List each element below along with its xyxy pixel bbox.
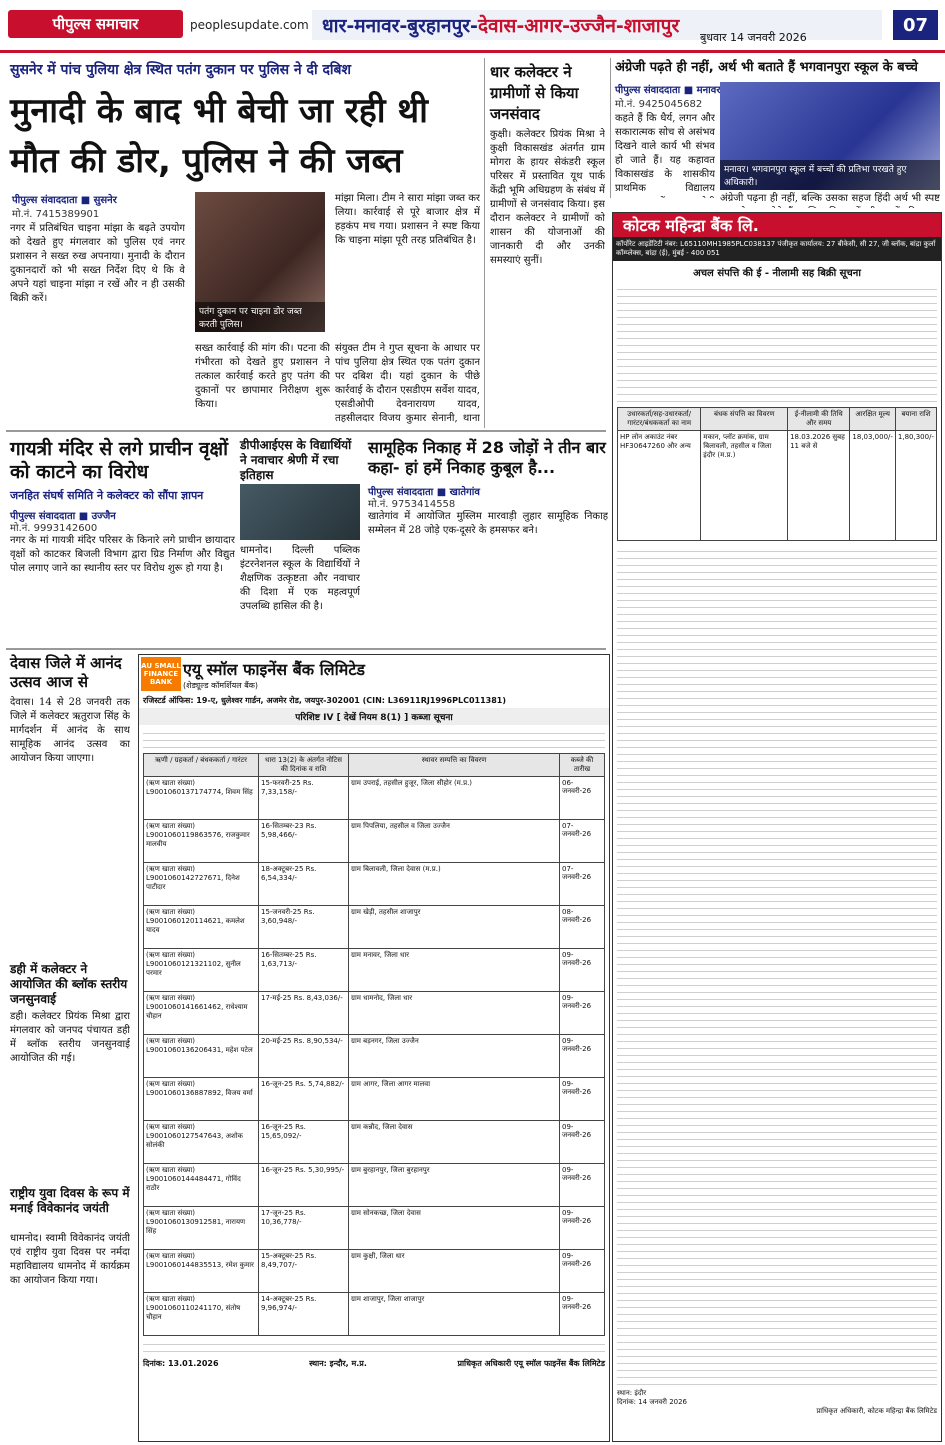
dps-body: धामनोद। दिल्ली पब्लिक इंटरनेशनल स्कूल के विद्यार्थियों ने शैक्षणिक उत्कृष्टता और नवाचार की दिशा में एक महत्वपूर्ण उपलब्धि हासिल की है। [240, 545, 360, 612]
au-table-cell: (ऋण खाता संख्या) L9001060121321102, सुनील परमार [144, 949, 259, 992]
au-table-row [144, 1250, 605, 1293]
dewas-body: देवास। 14 से 28 जनवरी तक जिले में कलेक्टर ऋतुराज सिंह के मार्गदर्शन में आनंद के साथ सामूहिक आनंद उत्सव का आयोजन किया जाएगा। [10, 697, 130, 764]
au-table-cell: ग्राम पिपलिया, तहसील व जिला उज्जैन [349, 820, 560, 863]
au-table-cell: (ऋण खाता संख्या) L9001060142727671, दिनेश पाटीदार [144, 863, 259, 906]
gayatri-byline: पीपुल्स संवाददाता ■ उज्जैन [10, 511, 116, 522]
kotak-col-4: आरक्षित मूल्य [850, 408, 896, 431]
au-preamble [143, 727, 605, 751]
gayatri-sub: जनहित संघर्ष समिति ने कलेक्टर को सौंपा ज्ञापन [10, 489, 204, 502]
nikah-headline: सामूहिक निकाह में 28 जोड़ों ने तीन बार कहा- हां हमें निकाह कुबूल है... [368, 438, 606, 477]
au-table-row [144, 1207, 605, 1250]
kotak-title: कोटक महिन्द्रा बैंक लि. [613, 213, 941, 237]
au-table-cell: ग्राम शाजापुर, जिला शाजापुर [349, 1293, 560, 1336]
kotak-terms [617, 545, 937, 1385]
au-table-cell: 16-जून-25 Rs. 5,74,882/- [259, 1078, 349, 1121]
lead-kicker: सुसनेर में पांच पुलिया क्षेत्र स्थित पतंग दुकान पर पुलिस ने दी दबिश [10, 62, 352, 78]
nikah-body: खातेगांव में आयोजित मुस्लिम मारवाड़ी लुहार सामूहिक निकाह सम्मेलन में 28 जोड़े एक-दूसरे के हमसफर बने। [368, 511, 608, 536]
au-table-cell: (ऋण खाता संख्या) L9001060137174774, शिवम सिंह [144, 777, 259, 820]
au-table-cell: 09-जनवरी-26 [560, 949, 605, 992]
column-divider [484, 58, 485, 428]
youth-day-body: धामनोद। स्वामी विवेकानंद जयंती एवं राष्ट्रीय युवा दिवस पर नर्मदा महाविद्यालय धामनोद में कार्यक्रम का आयोजन किया गया। [10, 1233, 130, 1286]
english-photo [720, 82, 940, 190]
kotak-date: दिनांक: 14 जनवरी 2026 [617, 1398, 688, 1406]
au-table-row [144, 1035, 605, 1078]
au-table-cell: 16-सितम्बर-23 Rs. 5,98,466/- [259, 820, 349, 863]
kotak-sign: प्राधिकृत अधिकारी, कोटक महिन्द्रा बैंक लिमिटेड [816, 1407, 937, 1415]
au-table-cell: ग्राम कन्नौद, जिला देवास [349, 1121, 560, 1164]
au-table-cell: ग्राम धामनोद, जिला धार [349, 992, 560, 1035]
kotak-preamble [617, 283, 937, 403]
au-table-cell: 15-जनवरी-25 Rs. 3,60,948/- [259, 906, 349, 949]
au-table-cell: 09-जनवरी-26 [560, 1207, 605, 1250]
au-table-cell: (ऋण खाता संख्या) L9001060141661462, राधेश्याम चौहान [144, 992, 259, 1035]
issue-date: बुधवार 14 जनवरी 2026 [700, 31, 807, 44]
dahi-body: डही। कलेक्टर प्रियंक मिश्रा द्वारा मंगलवार को जनपद पंचायत डही में ब्लॉक स्तरीय जनसुनवाई आयोजित की गई। [10, 1011, 130, 1064]
au-table-row [144, 820, 605, 863]
nikah-byline: पीपुल्स संवाददाता ■ खातेगांव [368, 487, 480, 498]
au-table-cell: 09-जनवरी-26 [560, 1250, 605, 1293]
english-byline: पीपुल्स संवाददाता ■ मनावर [615, 85, 721, 96]
au-table-cell: 20-मई-25 Rs. 8,90,534/- [259, 1035, 349, 1078]
au-table-cell: (ऋण खाता संख्या) L9001060130912581, नारायण सिंह [144, 1207, 259, 1250]
au-table-row [144, 949, 605, 992]
kotak-cell: 18,03,000/- [850, 431, 896, 541]
au-table-cell: 15-अक्टूबर-25 Rs. 8,49,707/- [259, 1250, 349, 1293]
lead-mobile: मो.नं. 7415389901 [12, 209, 100, 220]
au-table-cell: 07-जनवरी-26 [560, 820, 605, 863]
au-footnote [143, 1338, 605, 1356]
nikah-mobile: मो.नं. 9753414558 [368, 499, 456, 510]
au-title: एयू स्मॉल फाइनेंस बैंक लिमिटेड [183, 659, 365, 679]
au-table-row [144, 1164, 605, 1207]
dps-photo [240, 484, 360, 540]
kotak-table [617, 407, 937, 541]
au-table-cell: 09-जनवरी-26 [560, 1035, 605, 1078]
kotak-place: स्थान: इंदौर [617, 1389, 647, 1397]
au-table-cell: ग्राम बड़नगर, जिला उज्जैन [349, 1035, 560, 1078]
au-table-row [144, 906, 605, 949]
au-address: रजिस्टर्ड ऑफिस: 19-ए, धुलेश्वर गार्डन, अजमेर रोड, जयपुर-302001 (CIN: L36911RJ1996PLC011381) [143, 696, 507, 705]
au-subtitle: (शेड्यूल्ड कॉमर्शियल बैंक) [183, 680, 259, 690]
au-table-cell: (ऋण खाता संख्या) L9001060127547643, अशोक सोलंकी [144, 1121, 259, 1164]
au-table-cell: ग्राम कुक्षी, जिला धार [349, 1250, 560, 1293]
kotak-cell: 1,80,300/- [895, 431, 936, 541]
kotak-cell: HP लोन अकाउंट नंबर HF30647260 और अन्य [618, 431, 701, 541]
au-table-row [144, 777, 605, 820]
lead-body-5: कार्रवाई के दौरान एसडीएम सर्वेश यादव, एसडीओपी देवनारायण यादव, तहसीलदार विजय कुमार सेनानी, थाना [335, 385, 480, 424]
gayatri-body: नगर के मां गायत्री मंदिर परिसर के किनारे लगे प्राचीन छायादार वृक्षों को काटकर बिजली विभाग द्वारा ग्रिड निर्माण और विद्युत पोल लगाए जाने का स्थानीय स्तर पर विरोध शुरू हो गया है। [10, 535, 235, 574]
au-table-cell: ग्राम सोनकच्छ, जिला देवास [349, 1207, 560, 1250]
english-body-2: अंग्रेजी पढ़ना ही नहीं, बल्कि उसका सहज हिंदी अर्थ भी स्पष्ट [720, 193, 940, 204]
au-table-cell: ग्राम उपराई, तहसील हुजूर, जिला सीहोर (म.प्र.) [349, 777, 560, 820]
au-table-cell: ग्राम बिलावली, जिला देवास (म.प्र.) [349, 863, 560, 906]
au-table-cell: (ऋण खाता संख्या) L9001060136887892, विजय वर्मा [144, 1078, 259, 1121]
region-part-b: देवास-आगर-उज्जैन-शाजापुर [477, 15, 680, 37]
au-table-cell: 16-जून-25 Rs. 15,65,092/- [259, 1121, 349, 1164]
au-table-cell: 17-जून-25 Rs. 10,36,778/- [259, 1207, 349, 1250]
au-footer-sign: प्राधिकृत अधिकारी एयू स्मॉल फाइनेंस बैंक लिमिटेड [457, 1359, 605, 1368]
au-table-cell: ग्राम आगर, जिला आगर मालवा [349, 1078, 560, 1121]
au-table-cell: 07-जनवरी-26 [560, 863, 605, 906]
au-col-3: स्थावर सम्पत्ति का विवरण [349, 754, 560, 777]
lead-photo [195, 192, 325, 332]
au-col-1: ऋणी / ग्रहकर्ता / बंधककर्ता / गारंटर [144, 754, 259, 777]
au-table-cell: 18-अक्टूबर-25 Rs. 6,54,334/- [259, 863, 349, 906]
lead-headline-2: मौत की डोर, पुलिस ने की जब्त [10, 141, 403, 181]
kotak-address: कॉर्पोरेट आइडेंटिटी नंबर: L65110MH1985PLC038137 पंजीकृत कार्यालय: 27 बीकेसी, सी 27, जी ब्लॉक, बांद्रा कुर्ला कॉम्प्लेक्स, बांद्रा (ई), मुंबई - 400 051 [613, 237, 941, 261]
dewas-headline: देवास जिले में आनंद उत्सव आज से [10, 654, 122, 691]
au-table-cell: 17-मई-25 Rs. 8,43,036/- [259, 992, 349, 1035]
au-col-2: धारा 13(2) के अंतर्गत नोटिस की दिनांक व राशि [259, 754, 349, 777]
section-rule [6, 648, 606, 650]
region-part-a: धार-मनावर-बुरहानपुर- [322, 15, 478, 37]
collector-body: कुक्षी। कलेक्टर प्रियंक मिश्रा ने कुक्षी विकासखंड अंतर्गत ग्राम मोगरा के हायर सेकंडरी स्कूल परिसर में प्रस्तावित यूथ पार्क केंद्री भूमि अधिग्रहण के संबंध में ग्रामीणों से जनसंवाद किया। इस दौरान कलेक्टर ने ग्रामीणों को शासन की योजनाओं की जानकारी दी और उनकी समस्याएं सुनीं। [490, 129, 605, 266]
kotak-ad [612, 212, 942, 1442]
english-mobile: मो.नं. 9425045682 [615, 99, 703, 110]
lead-body-2: मांझा मिला। टीम ने सारा मांझा जब्त कर लिया। कार्रवाई से पूरे बाजार क्षेत्र में हड़कंप मच गया। प्रशासन ने स्पष्ट किया कि चाइना मांझा पूरी तरह प्रतिबंधित है। [335, 193, 480, 246]
au-table-row [144, 1293, 605, 1336]
lead-byline: पीपुल्स संवाददाता ■ सुसनेर [12, 195, 117, 206]
au-table-cell: (ऋण खाता संख्या) L9001060120114621, कमलेश यादव [144, 906, 259, 949]
au-table-cell: 09-जनवरी-26 [560, 1078, 605, 1121]
au-table-row [144, 1078, 605, 1121]
au-table-cell: (ऋण खाता संख्या) L9001060136206431, महेश पटेल [144, 1035, 259, 1078]
kotak-cell: 18.03.2026 सुबह 11 बजे से [788, 431, 850, 541]
au-table-cell: (ऋण खाता संख्या) L9001060119863576, राजकुमार मालवीय [144, 820, 259, 863]
au-table-cell: 16-जून-25 Rs. 5,30,995/- [259, 1164, 349, 1207]
dahi-headline: डही में कलेक्टर ने आयोजित की ब्लॉक स्तरीय जनसुनवाई [10, 962, 128, 1006]
au-table-cell: (ऋण खाता संख्या) L9001060144835513, रमेश कुमार [144, 1250, 259, 1293]
collector-headline: धार कलेक्टर ने ग्रामीणों से किया जनसंवाद [490, 63, 579, 123]
au-footer-date: दिनांक: 13.01.2026 [143, 1359, 219, 1368]
youth-day-headline: राष्ट्रीय युवा दिवस के रूप में मनाई विवेकानंद जयंती [10, 1186, 130, 1215]
kotak-notice-title: अचल संपत्ति की ई - नीलामी सह बिक्री सूचना [693, 268, 861, 279]
lead-headline-1: मुनादी के बाद भी बेची जा रही थी [10, 91, 428, 131]
au-table-cell: (ऋण खाता संख्या) L9001060144484471, गोविंद राठौर [144, 1164, 259, 1207]
au-table-cell: (ऋण खाता संख्या) L9001060110241170, संतोष चौहान [144, 1293, 259, 1336]
au-table-row [144, 1121, 605, 1164]
au-table-cell: 06-जनवरी-26 [560, 777, 605, 820]
lead-photo-caption: पतंग दुकान पर चाइना डोर जब्त करती पुलिस। [195, 302, 325, 332]
kotak-cell: मकान, प्लॉट क्रमांक, ग्राम बिलावली, तहसील व जिला इंदौर (म.प्र.) [701, 431, 788, 541]
au-table-cell: 09-जनवरी-26 [560, 1121, 605, 1164]
au-col-4: कब्जे की तारीख [560, 754, 605, 777]
au-table-row [144, 863, 605, 906]
gayatri-mobile: मो.नं. 9993142600 [10, 523, 98, 534]
au-footer-place: स्थान: इन्दौर, म.प्र. [309, 1359, 367, 1368]
au-table-row [144, 992, 605, 1035]
brand-logo[interactable]: पीपुल्स समाचार [8, 10, 183, 38]
au-table-cell: 16-सितम्बर-25 Rs. 1,63,713/- [259, 949, 349, 992]
section-rule [6, 430, 606, 432]
kotak-col-2: बंधक संपत्ति का विवरण [701, 408, 788, 431]
au-table-cell: 09-जनवरी-26 [560, 992, 605, 1035]
kotak-col-1: उधारकर्ता/सह-उधारकर्ता/गारंटर/बंधककर्ता का नाम [618, 408, 701, 431]
gayatri-headline: गायत्री मंदिर से लगे प्राचीन वृक्षों को काटने का विरोध [10, 438, 229, 483]
lead-body-3: सख्त कार्रवाई की मांग की। पटना की गंभीरता को देखते हुए प्रशासन ने तत्काल कार्रवाई करते हुए पतंग की दुकानों पर छापामार निरीक्षण शुरू किया। [195, 343, 330, 410]
au-table-cell: 09-जनवरी-26 [560, 1293, 605, 1336]
au-table-cell: 08-जनवरी-26 [560, 906, 605, 949]
english-photo-caption: मनावर। भगवानपुरा स्कूल में बच्चों की प्रतिभा परखते हुए अधिकारी। [720, 160, 940, 190]
column-divider [610, 58, 611, 198]
au-table-cell: ग्राम खेड़ी, तहसील शाजापुर [349, 906, 560, 949]
au-table-cell: 14-अक्टूबर-25 Rs. 9,96,974/- [259, 1293, 349, 1336]
kotak-col-3: ई-नीलामी की तिथि और समय [788, 408, 850, 431]
au-notice-title: परिशिष्ट IV [ देखें नियम 8(1) ] कब्जा सूचना [139, 708, 609, 725]
au-table [143, 753, 605, 1336]
au-bank-ad [138, 654, 610, 1442]
kotak-col-5: बयाना राशि [895, 408, 936, 431]
au-logo: AU SMALL FINANCE BANK [141, 657, 181, 691]
lead-body-1: नगर में प्रतिबंधित चाइना मांझा के बढ़ते उपयोग को देखते हुए मंगलवार को पुलिस एवं नगर प्रशासन ने सख्त रुख अपनाया। मुनादी के दौरान दुकानदारों को भी सख्त निर्देश दिए थे कि वे अपने यहां चाइना मांझा न रखें और न ही उसकी बिक्री करें। [10, 223, 185, 304]
page-number: 07 [893, 10, 938, 40]
english-headline: अंग्रेजी पढ़ते ही नहीं, अर्थ भी बताते हैं भगवानपुरा स्कूल के बच्चे [615, 60, 918, 75]
au-table-cell: ग्राम मनावर, जिला धार [349, 949, 560, 992]
au-table-cell: 15-फरवरी-25 Rs. 7,33,158/- [259, 777, 349, 820]
dps-headline: डीपीआईएस के विद्यार्थियों ने नवाचार श्रेणी में रचा इतिहास [240, 438, 352, 482]
lead-body-4: संयुक्त टीम ने गुप्त सूचना के आधार पर पांच पुलिया क्षेत्र स्थित एक पतंग दुकान पर दबिश दी। यहां दुकान के पीछे [335, 343, 480, 382]
site-link[interactable]: peoplesupdate.com [190, 18, 309, 32]
au-table-cell: ग्राम बुरहानपुर, जिला बुरहानपुर [349, 1164, 560, 1207]
english-body: कहते हैं कि धैर्य, लगन और सकारात्मक सोच से असंभव दिखने वाले कार्य भी संभव हो जाते हैं। यह कहावत विकासखंड के शासकीय प्राथमिक विद्यालय [615, 113, 715, 194]
au-table-cell: 09-जनवरी-26 [560, 1164, 605, 1207]
